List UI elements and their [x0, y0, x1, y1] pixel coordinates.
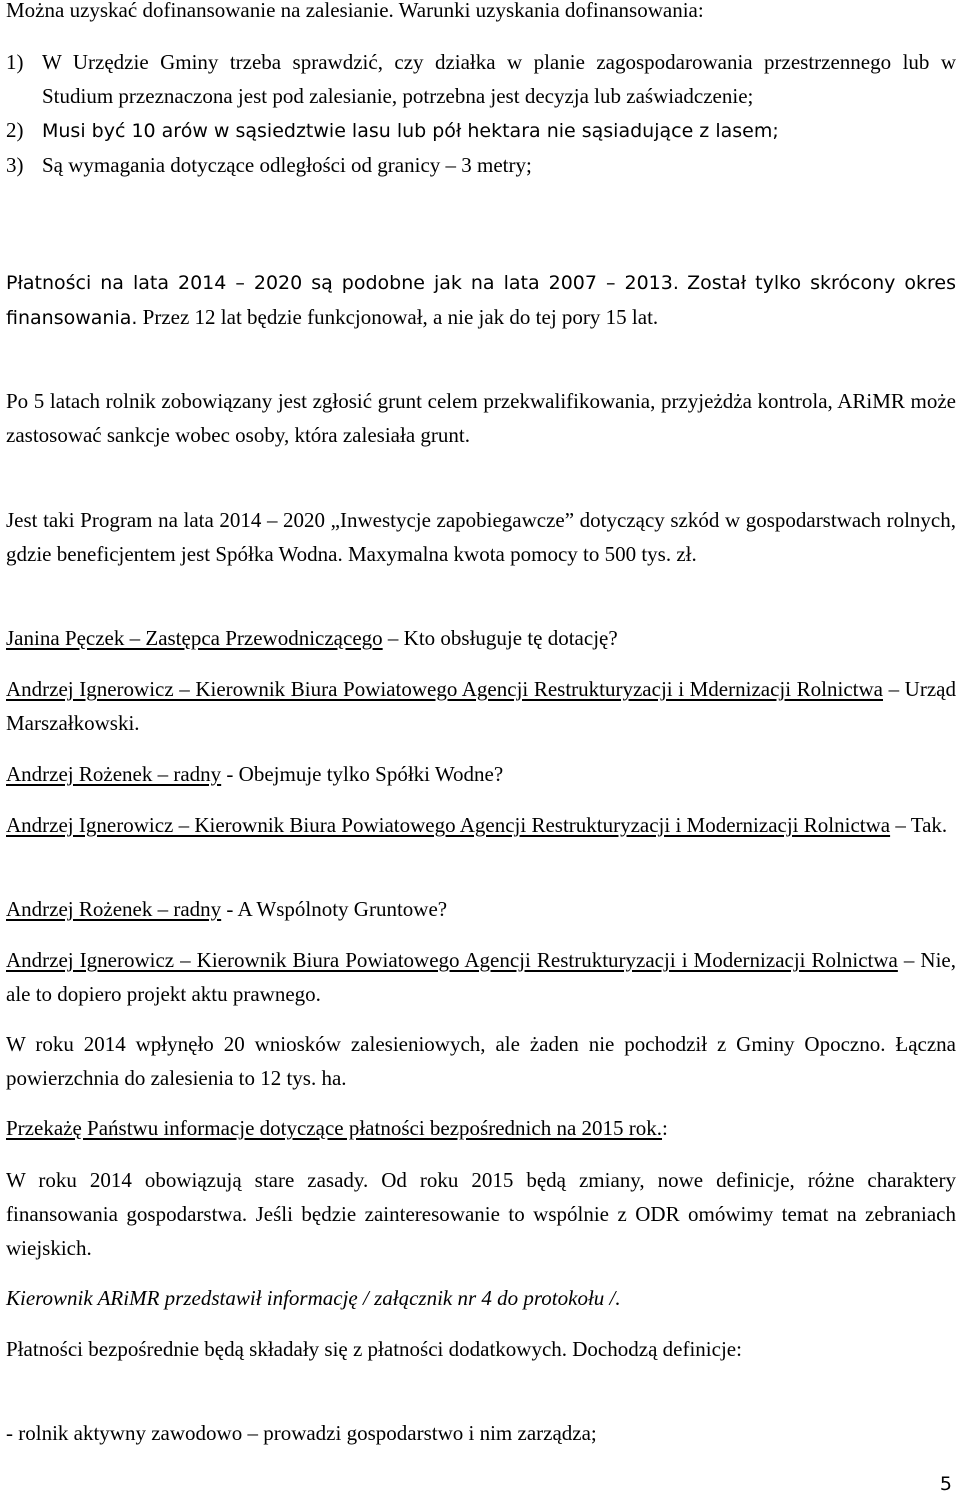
control-paragraph [6, 384, 956, 452]
dialogue-answer-3 [6, 943, 956, 1011]
list-item-number: 2) [6, 118, 24, 142]
speaker-name: Andrzej Ignerowicz – Kierownik Biura Powiatowego Agencji Restrukturyzacji i Mdernizacji Rolnictwa [6, 677, 883, 701]
dialogue-answer-1 [6, 672, 956, 740]
dialogue-text: – Urząd Marszałkowski. [6, 677, 956, 735]
dialogue-text: - A Wspólnoty Gruntowe? [221, 897, 448, 921]
attachment-note-text: Kierownik ARiMR przedstawił informację / załącznik nr 4 do protokołu /. [6, 1286, 621, 1310]
applications-paragraph [6, 1027, 956, 1095]
rules-text: W roku 2014 obowiązują stare zasady. Od roku 2015 będą zmiany, nowe definicje, różne charaktery finansowania gospodarstwa. Jeśli będzie zainteresowanie to wspólnie z ODR omówimy temat na zebraniach wiejskich. [6, 1168, 956, 1260]
payments-text-2: Został tylko skrócony okres finansowania. [6, 272, 957, 329]
dialogue-text: – Tak. [890, 813, 948, 837]
program-text: Jest taki Program na lata 2014 – 2020 „Inwestycje zapobiegawcze” dotyczący szkód w gospodarstwach rolnych, gdzie beneficjentem jest Spółka Wodna. Maxymalna kwota pomocy to 500 tys. zł. [6, 508, 956, 566]
conditions-list [6, 45, 956, 182]
heading-colon: : [662, 1116, 668, 1140]
payments-paragraph [6, 265, 956, 335]
payments-text-1: Płatności na lata 2014 – 2020 są podobne jak na lata 2007 – 2013. [6, 272, 679, 294]
list-item-text: Musi być 10 arów w sąsiedztwie lasu lub pół hektara nie sąsiadujące z lasem; [42, 120, 779, 142]
dialogue-text: – Kto obsługuje tę dotację? [382, 626, 618, 650]
intro-paragraph [6, 0, 956, 27]
payments-text-3: Przez 12 lat będzie funkcjonował, a nie jak do tej pory 15 lat. [142, 305, 659, 329]
dialogue-question-3 [6, 892, 956, 926]
rules-paragraph [6, 1163, 956, 1265]
dialogue-question-1 [6, 621, 956, 655]
speaker-name: Andrzej Ignerowicz – Kierownik Biura Powiatowego Agencji Restrukturyzacji i Modernizacji Rolnictwa [6, 813, 891, 837]
dialogue-text: - Obejmuje tylko Spółki Wodne? [221, 762, 504, 786]
attachment-note [6, 1281, 956, 1315]
direct-payments-heading-text: Przekażę Państwu informacje dotyczące płatności bezpośrednich na 2015 rok. [6, 1116, 663, 1140]
definition-item-text: - rolnik aktywny zawodowo – prowadzi gospodarstwo i nim zarządza; [6, 1421, 597, 1445]
speaker-name: Andrzej Rożenek – radny [6, 897, 222, 921]
program-paragraph [6, 503, 956, 571]
applications-text: W roku 2014 wpłynęło 20 wniosków zalesieniowych, ale żaden nie pochodził z Gminy Opoczno. Łączna powierzchnia do zalesienia to 12 tys. ha. [6, 1032, 956, 1090]
list-item [6, 148, 956, 182]
definition-item [6, 1416, 956, 1450]
list-item [6, 45, 956, 113]
definitions-text: Płatności bezpośrednie będą składały się z płatności dodatkowych. Dochodzą definicje: [6, 1337, 742, 1361]
page-number: 5 [939, 1473, 952, 1495]
intro-text: Można uzyskać dofinansowanie na zalesianie. Warunki uzyskania dofinansowania: [6, 0, 704, 22]
speaker-name: Andrzej Ignerowicz – Kierownik Biura Powiatowego Agencji Restrukturyzacji i Modernizacji Rolnictwa [6, 948, 898, 972]
speaker-name: Janina Pęczek – Zastępca Przewodniczącego [6, 626, 383, 650]
speaker-name: Andrzej Rożenek – radny [6, 762, 222, 786]
list-item-text: W Urzędzie Gminy trzeba sprawdzić, czy działka w planie zagospodarowania przestrzennego lub w Studium przeznaczona jest pod zalesianie, potrzebna jest decyzja lub zaświadczenie; [42, 50, 956, 108]
list-item-text: Są wymagania dotyczące odległości od granicy – 3 metry; [42, 153, 532, 177]
direct-payments-heading [6, 1111, 956, 1145]
dialogue-text: – Nie, ale to dopiero projekt aktu prawnego. [6, 948, 956, 1006]
list-item-number: 1) [6, 50, 24, 74]
control-text: Po 5 latach rolnik zobowiązany jest zgłosić grunt celem przekwalifikowania, przyjeżdża kontrola, ARiMR może zastosować sankcje wobec osoby, która zalesiała grunt. [6, 389, 956, 447]
list-item [6, 113, 956, 148]
dialogue-question-2 [6, 757, 956, 791]
definitions-paragraph [6, 1332, 956, 1366]
dialogue-answer-2 [6, 808, 956, 842]
list-item-number: 3) [6, 153, 24, 177]
